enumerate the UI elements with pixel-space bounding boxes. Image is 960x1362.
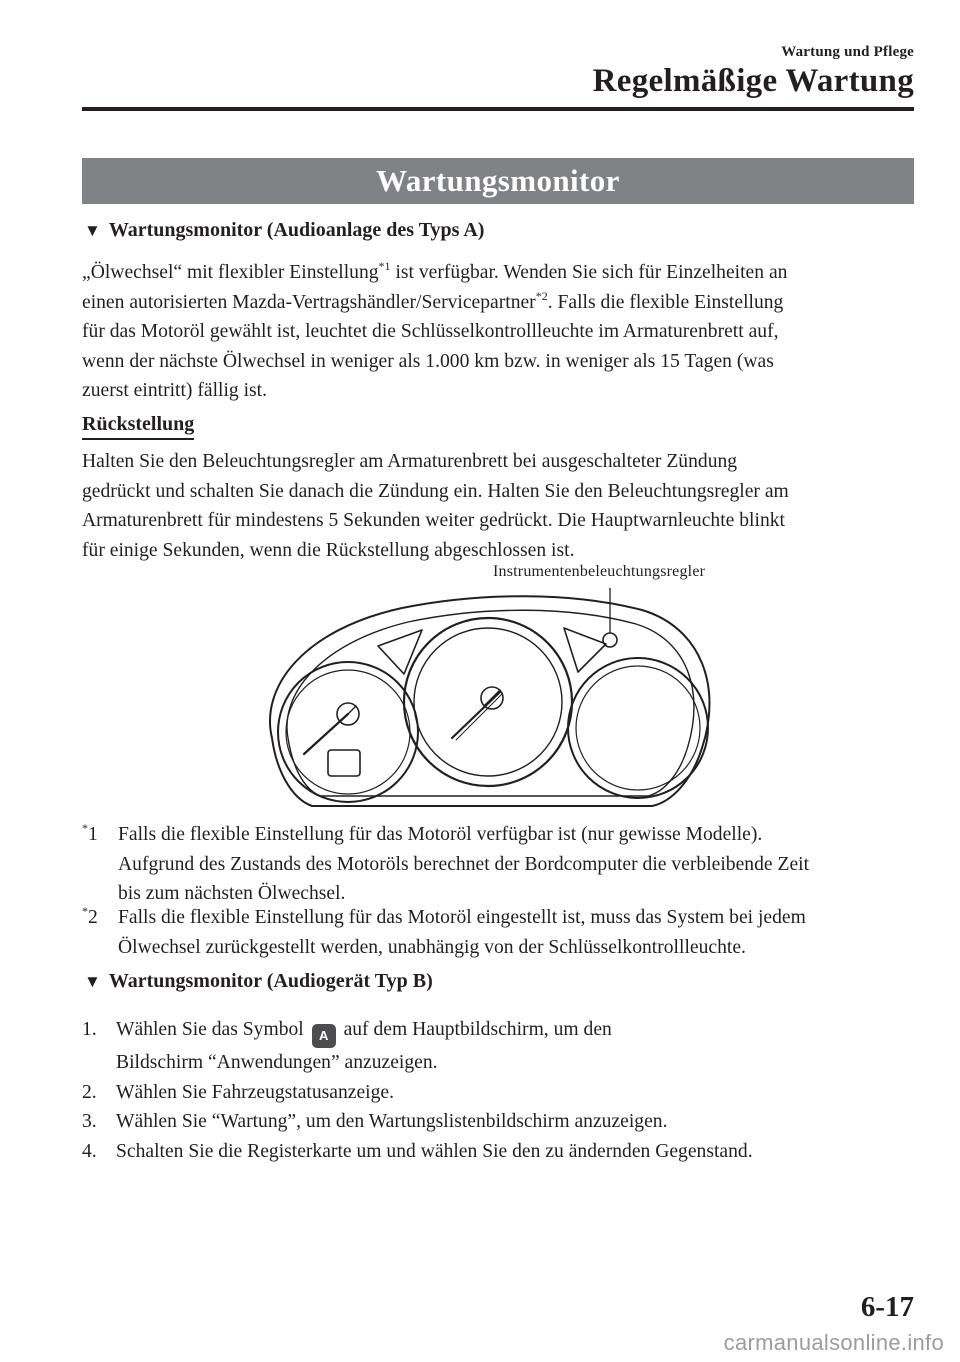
procedure-steps xyxy=(82,1015,753,1166)
list-item: 2. Wählen Sie Fahrzeugstatusanzeige. xyxy=(82,1081,395,1103)
watermark-link[interactable]: carmanualsonline.info xyxy=(723,1330,944,1355)
list-item: 1. Wählen Sie das Symbol A auf dem Hauptbildschirm, um den Bildschirm “Anwendungen” anzuzeigen. xyxy=(82,1019,612,1073)
header-rule xyxy=(82,107,914,111)
triangle-marker-icon: ▼ xyxy=(84,972,101,991)
footnote-ref: *1 xyxy=(378,259,391,273)
list-item: 4. Schalten Sie die Registerkarte um und wählen Sie den zu ändernden Gegenstand. xyxy=(82,1140,753,1162)
footnote-mark: *1 xyxy=(82,821,98,845)
reset-paragraph xyxy=(82,447,922,565)
subsection-heading-a-text: Wartungsmonitor (Audioanlage des Typs A) xyxy=(108,219,485,241)
text-line: Armaturenbrett für mindestens 5 Sekunden weiter gedrückt. Die Hauptwarnleuchte blinkt xyxy=(82,510,785,531)
triangle-marker-icon: ▼ xyxy=(84,221,101,240)
text-line: Halten Sie den Beleuchtungsregler am Armaturenbrett bei ausgeschalteter Zündung xyxy=(82,451,738,472)
figure-callout-label: Instrumentenbeleuchtungsregler xyxy=(493,563,706,580)
text-line: Aufgrund des Zustands des Motoröls berechnet der Bordcomputer die verbleibende Zeit xyxy=(118,853,810,875)
footnote-ref: *2 xyxy=(535,288,548,303)
running-header xyxy=(593,44,914,100)
text-line: zuerst eintritt) fällig ist. xyxy=(82,380,268,401)
page-number: 6-17 xyxy=(860,1291,914,1323)
text-line: wenn der nächste Ölwechsel in weniger als 1.000 km bzw. in weniger als 15 Tagen (was xyxy=(82,350,774,372)
text-line: für das Motoröl gewählt ist, leuchtet die Schlüsselkontrollleuchte im Armaturenbrett auf, xyxy=(82,321,779,342)
footnote-2 xyxy=(82,903,806,962)
footnote-mark: *2 xyxy=(82,904,98,928)
text-line: für einige Sekunden, wenn die Rückstellung abgeschlossen ist. xyxy=(82,539,575,561)
apps-icon: A xyxy=(312,1024,336,1048)
instrument-cluster-illustration xyxy=(252,588,714,808)
text-line: Falls die flexible Einstellung für das Motoröl verfügbar ist (nur gewisse Modelle). xyxy=(118,824,763,845)
subsection-heading-b xyxy=(84,970,433,993)
text-line: „Ölwechsel“ mit flexibler Einstellung$^{*1}$ ist verfügbar. Wenden Sie sich für Einzelheiten an xyxy=(82,259,788,283)
text-line: gedrückt und schalten Sie danach die Zündung ein. Halten Sie den Beleuchtungsregler am xyxy=(82,480,789,502)
text-line: einen autorisierten Mazda-Vertragshändler/Servicepartner$^{*2}$. Falls die flexible Einstellung xyxy=(82,288,784,313)
intro-paragraph xyxy=(82,258,922,406)
footnote-1 xyxy=(82,820,809,909)
list-item: 3. Wählen Sie “Wartung”, um den Wartungslistenbildschirm anzuzeigen. xyxy=(82,1111,668,1132)
page-title: Regelmäßige Wartung xyxy=(592,63,914,99)
subsection-heading-b-text: Wartungsmonitor (Audiogerät Typ B) xyxy=(108,970,433,992)
reset-heading: Rückstellung xyxy=(82,413,194,440)
chapter-title: Wartung und Pflege xyxy=(781,44,914,60)
subsection-heading-a xyxy=(84,219,484,242)
text-line: bis zum nächsten Ölwechsel. xyxy=(118,883,346,904)
text-line: Falls die flexible Einstellung für das Motoröl eingestellt ist, muss das System bei jedem xyxy=(118,907,806,928)
section-banner: Wartungsmonitor xyxy=(82,158,914,204)
text-line: Ölwechsel zurückgestellt werden, unabhängig von der Schlüsselkontrollleuchte. xyxy=(118,936,746,958)
